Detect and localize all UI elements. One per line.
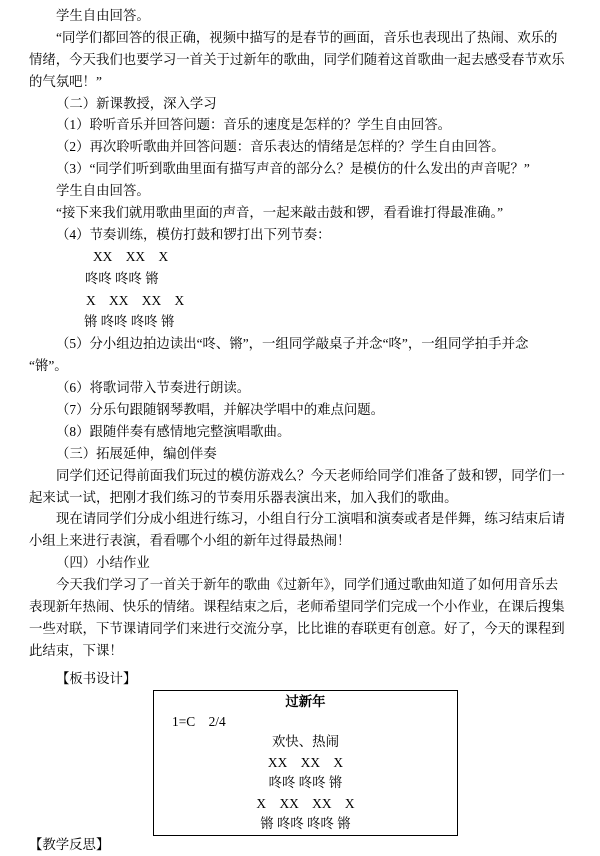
text-line: 学生自由回答。 <box>56 8 150 23</box>
board-line: XX XX X <box>267 754 344 770</box>
text-line: 情绪，今天我们也要学习一首关于过新年的歌曲，同学们随着这首歌曲一起去感受春节欢乐 <box>29 51 565 67</box>
text-line: （四）小结作业 <box>56 555 150 571</box>
text-line: （7）分乐句跟随钢琴教唱，并解决学唱中的难点问题。 <box>56 402 385 418</box>
text-line: 的气氛吧！” <box>29 73 102 89</box>
text-line: 此结束，下课！ <box>29 642 123 658</box>
text-line: （1）聆听音乐并回答问题：音乐的速度是怎样的？学生自由回答。 <box>56 117 452 133</box>
text-line: （3）“同学们听到歌曲里面有描写声音的部分么？是模仿的什么发出的声音呢？” <box>56 161 530 177</box>
text-line: （二）新课教授，深入学习 <box>56 95 217 111</box>
text-line: 现在请同学们分成小组进行练习，小组自行分工演唱和演奏或者是伴舞，练习结束后请 <box>56 511 565 527</box>
board-rhythm-lines <box>154 732 457 834</box>
board-song-title: 过新年 <box>285 693 326 709</box>
text-line: “接下来我们就用歌曲里面的声音，一起来敲击鼓和锣，看看谁打得最准确。” <box>56 205 504 221</box>
text-line: 同学们还记得前面我们玩过的模仿游戏么？今天老师给同学们准备了鼓和锣，同学们一 <box>56 467 565 483</box>
text-line: 咚咚 咚咚 锵 <box>85 270 159 286</box>
text-line: 起来试一试，把刚才我们练习的节奏用乐器表演出来，加入我们的歌曲。 <box>29 489 458 505</box>
text-line: （4）节奏训练，模仿打鼓和锣打出下列节奏： <box>56 226 331 242</box>
text-line: （6）将歌词带入节奏进行朗读。 <box>56 380 251 396</box>
text-line: 锵 咚咚 咚咚 锵 <box>84 314 175 330</box>
board-line: 咚咚 咚咚 锵 <box>268 775 343 791</box>
text-line: （5）分小组边拍边读出“咚、锵”，一组同学敲桌子并念“咚”，一组同学拍手并念 <box>56 336 529 352</box>
board-line: 欢快、热闹 <box>272 734 339 750</box>
text-line: “同学们都回答的很正确，视频中描写的是春节的画面，音乐也表现出了热闹、欢乐的 <box>56 29 558 45</box>
text-line: “锵”。 <box>29 358 68 374</box>
text-line: （8）跟随伴奏有感情地完整演唱歌曲。 <box>56 423 291 439</box>
text-line: XX XX X <box>93 248 169 264</box>
document-body-lines <box>29 5 571 690</box>
board-line: X XX XX X <box>256 795 355 811</box>
text-line: 【板书设计】 <box>56 670 137 686</box>
clipped-footer-heading: 【教学反思】 <box>29 836 110 852</box>
text-line: （2）再次聆听歌曲并回答问题：音乐表达的情绪是怎样的？学生自由回答。 <box>56 139 505 155</box>
text-line: 今天我们学习了一首关于新年的歌曲《过新年》，同学们通过歌曲知道了如何用音乐去 <box>56 577 559 593</box>
text-line: 一些对联，下节课请同学们来进行交流分享，比比谁的春联更有创意。好了，今天的课程到 <box>29 620 565 636</box>
text-line: （三）拓展延伸，编创伴奏 <box>56 445 217 461</box>
blackboard-design-box <box>153 690 458 836</box>
text-line: X XX XX X <box>86 292 185 308</box>
text-line: 表现新年热闹、快乐的情绪。课程结束之后，老师希望同学们完成一个小作业，在课后搜集 <box>29 599 565 615</box>
text-line: 小组上来进行表演，看看哪个小组的新年过得最热闹！ <box>29 533 351 549</box>
board-key-signature: 1=C 2/4 <box>172 714 226 729</box>
text-line: 学生自由回答。 <box>56 183 150 199</box>
board-line: 锵 咚咚 咚咚 锵 <box>260 815 351 831</box>
